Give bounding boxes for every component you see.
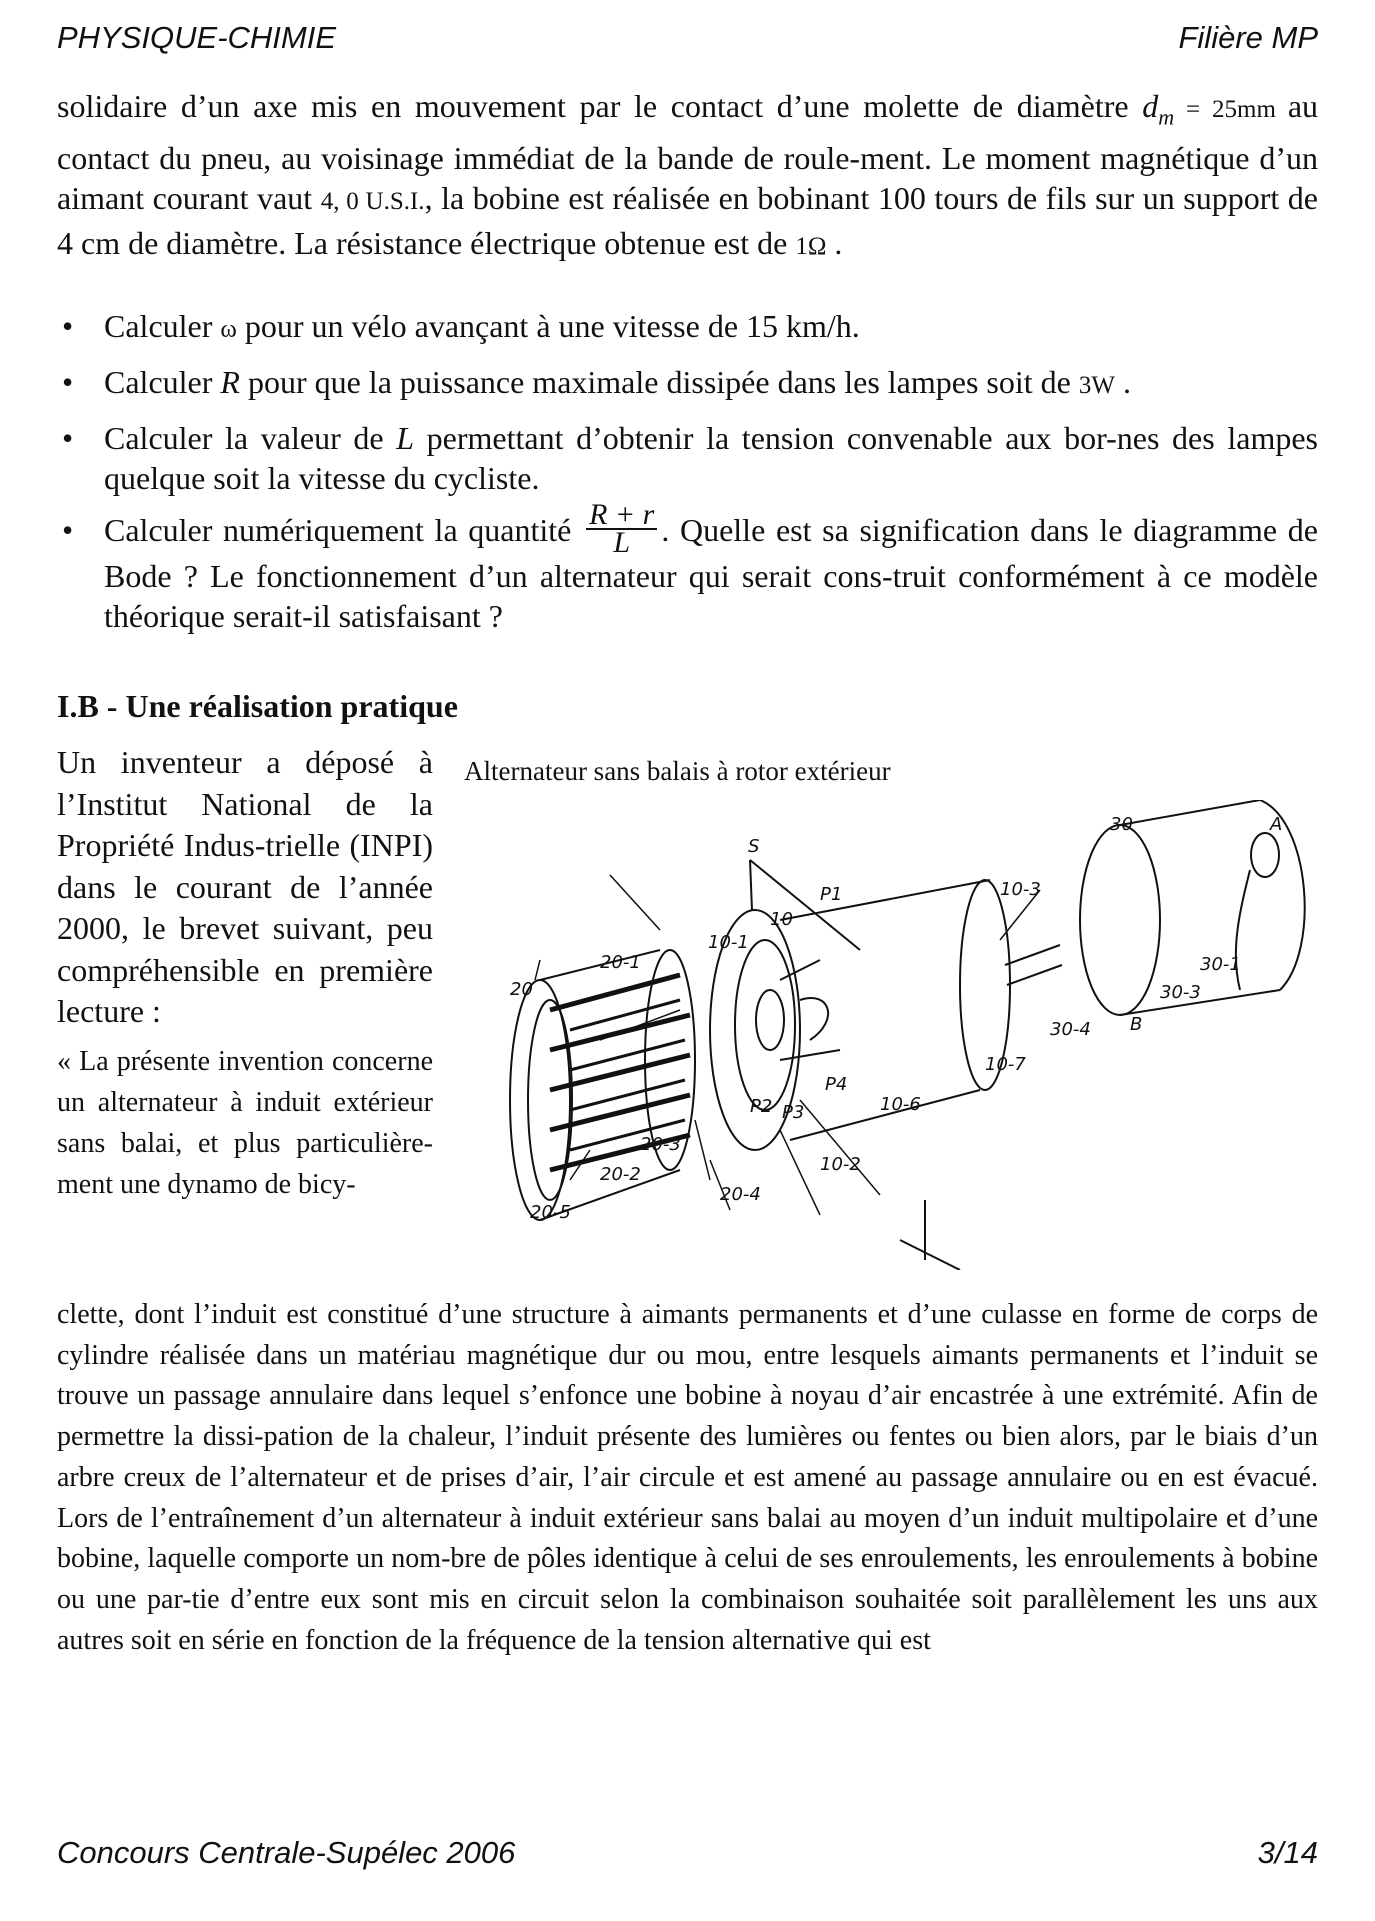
fig-label: 10-3 [1000, 879, 1041, 900]
q1-rest: pour un vélo avançant à une vitesse de 15 km/h. [236, 308, 860, 344]
fig-label: 20-5 [530, 1202, 571, 1223]
intro-line1: solidaire d’un axe mis en mouvement par le contact d’une molette de diamètre [57, 88, 1129, 124]
fig-label: P3 [782, 1102, 805, 1123]
fig-label: 20-1 [600, 952, 641, 973]
q3-symbol: L [396, 420, 415, 456]
bullet-icon: • [62, 420, 74, 456]
figure-labels [510, 814, 1282, 1223]
q2-text: Calculer [104, 364, 221, 400]
q2-end: . [1114, 364, 1131, 400]
fig-label: 30-4 [1050, 1019, 1091, 1040]
fig-label: 20-3 [640, 1134, 681, 1155]
q4-text: Calculer numériquement la quantité [104, 512, 583, 548]
question-item [57, 306, 1318, 350]
alternator-patent-figure [480, 800, 1320, 1270]
fig-label: B [1130, 1014, 1143, 1035]
dm-symbol: d [1142, 88, 1159, 124]
q3-text: Calculer la valeur de [104, 420, 397, 456]
fraction-denominator: L [613, 525, 631, 559]
intro-end: . [826, 224, 843, 261]
fig-label: P1 [820, 884, 843, 905]
fig-label: 20-4 [720, 1184, 761, 1205]
fig-label: S [748, 836, 760, 857]
q1-text: Calculer [104, 308, 221, 344]
fig-label: 30-1 [1200, 954, 1241, 975]
q2-rest: pour que la puissance maximale dissipée dans les lampes soit de [239, 364, 1079, 400]
header-subject: PHYSIQUE-CHIMIE [57, 20, 337, 55]
fig-label: 20 [510, 979, 533, 1000]
left-paragraph: Un inventeur a déposé à l’Institut National de la Propriété Indus-trielle (INPI) dans le courant de l’année 2000, le brevet suivant, peu compréhensible en première lecture : [57, 744, 433, 1029]
fig-label: P2 [750, 1096, 773, 1117]
figure-caption: Alternateur sans balais à rotor extérieur [464, 756, 891, 786]
fig-label: A [1270, 814, 1283, 835]
q2-value: 3W [1078, 372, 1115, 399]
q3-rest: permettant d’obtenir la tension convenable aux bor-nes des lampes quelque soit la vitesse du cycliste. [104, 420, 1319, 496]
intro-line2: au contact du pneu, au voisinage immédiat de la bande de roule-ment. Le moment magnétique d’un aimant courant vaut [57, 88, 1319, 217]
header-track: Filière MP [1178, 20, 1318, 55]
left-column [57, 742, 433, 1205]
fraction-numerator: R + r [586, 502, 657, 530]
bullet-icon: • [62, 512, 74, 548]
fig-label: 10-1 [708, 932, 749, 953]
patent-continuation [57, 1295, 1318, 1661]
fig-label: 10-7 [985, 1054, 1026, 1075]
q2-symbol: R [220, 364, 240, 400]
fig-label: 10 [770, 909, 793, 930]
fig-label: 30-3 [1160, 982, 1201, 1003]
bullet-icon: • [62, 364, 74, 400]
moment-value: 4, 0 U.S.I. [320, 188, 425, 216]
question-item [57, 362, 1318, 406]
question-item [57, 497, 1319, 636]
question-list [57, 306, 1318, 648]
resistance-value: 1Ω [795, 232, 827, 260]
continuation-text: clette, dont l’induit est constitué d’une structure à aimants permanents et d’une culasse en forme de corps de cylindre réalisée dans un matériau magnétique dur ou mou, entre lesquels aimants permanents et l’induit se trouve un passage annulaire dans lequel s’enfonce une bobine à noyau d’air encastrée à une extrémité. Afin de permettre la dissi-pation de la chaleur, l’induit présente des lumières ou fentes ou bien alors, par le biais d’un arbre creux de l’alternateur et de prises d’air, l’air circule et est amené au passage annulaire ou en est évacué. Lors de l’entraînement d’un alternateur à induit extérieur sans balai au moyen d’un induit multipolaire et d’une bobine, laquelle comporte un nom-bre de pôles identique à celui de ses enroulements, les enroulements à bobine ou une par-tie d’entre eux sont mis en circuit selon la combinaison souhaitée soit parallèlement les uns aux autres soit en série en fonction de la fréquence de la tension alternative qui est [57, 1299, 1318, 1656]
footer-page-number: 3/14 [1257, 1835, 1318, 1870]
footer-contest: Concours Centrale-Supélec 2006 [57, 1835, 516, 1870]
fig-label: 10-2 [820, 1154, 861, 1175]
fig-label: 20-2 [600, 1164, 641, 1185]
intro-line3: , la bobine est réalisée en bobinant 100 tours de fils sur un support de 4 cm de diamètre. La résistance électrique obtenue est de [57, 180, 1318, 261]
quote-start: « La présente invention concerne un alternateur à induit extérieur sans balai, et plus particulière-ment une dynamo de bicy- [57, 1045, 433, 1200]
fig-label: 30 [1110, 814, 1133, 835]
q4-rest: . Quelle est sa signification dans le diagramme de Bode ? Le fonctionnement d’un alternateur qui serait cons-truit conformément à ce modèle théorique serait-il satisfaisant ? [104, 512, 1319, 634]
section-title: I.B - Une réalisation pratique [57, 688, 458, 724]
fraction [586, 497, 657, 559]
q1-symbol: ω [220, 316, 237, 343]
dm-value: = 25mm [1174, 96, 1288, 123]
intro-paragraph [57, 86, 1318, 267]
fig-label: 10-6 [880, 1094, 921, 1115]
dm-subscript: m [1158, 104, 1175, 130]
bullet-icon: • [62, 308, 74, 344]
question-item [57, 418, 1318, 498]
fig-label: P4 [825, 1074, 848, 1095]
